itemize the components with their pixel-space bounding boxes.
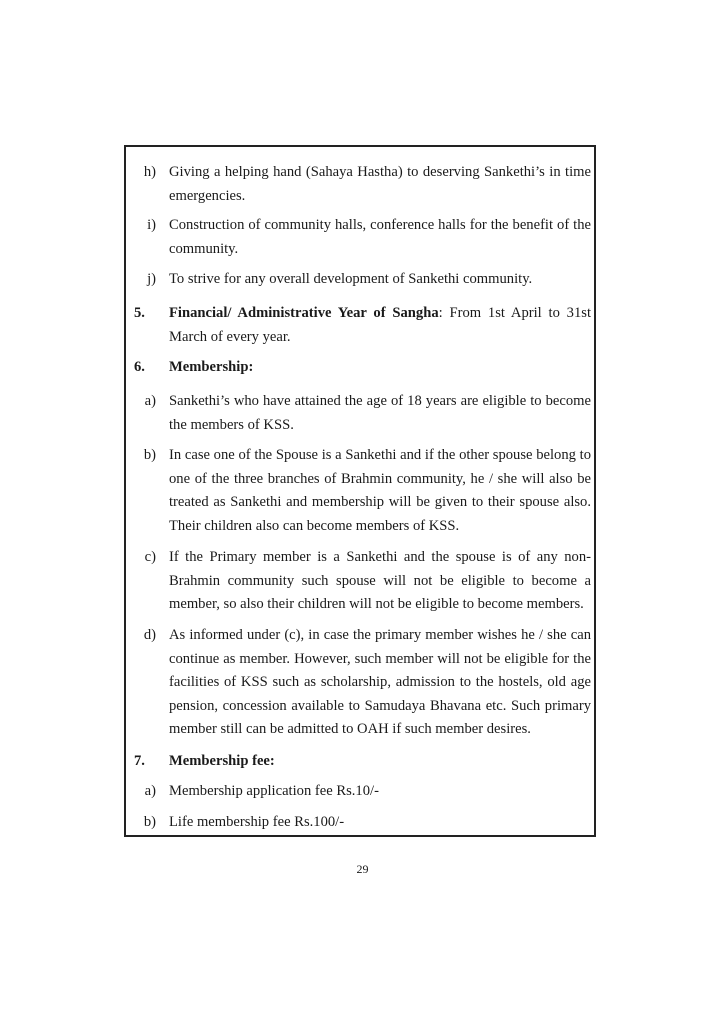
item-text: Membership application fee Rs.10/- xyxy=(169,783,379,799)
item-text: In case one of the Spouse is a Sankethi and if the other spouse belong to one of the three branches of Brahmin community, he / she will also be treated as Sankethi and membership will be given to their spouse also. Their children also can become members of KSS. xyxy=(169,447,591,534)
item-marker: b) xyxy=(143,814,156,830)
item-marker: c) xyxy=(144,549,156,565)
item-text: Construction of community halls, conference halls for the benefit of the community. xyxy=(169,217,591,257)
item-marker: b) xyxy=(143,447,156,463)
item-marker: d) xyxy=(143,627,156,643)
item-marker: j) xyxy=(147,271,156,287)
item-text: Giving a helping hand (Sahaya Hastha) to deserving Sankethi’s in time emergencies. xyxy=(169,164,591,204)
item-marker: a) xyxy=(144,393,156,409)
section-text: : From 1st April to 31st March of every year. xyxy=(169,305,591,345)
item-marker: i) xyxy=(147,217,156,233)
section-heading: Financial/ Administrative Year of Sangha xyxy=(169,305,439,321)
item-marker: a) xyxy=(144,783,156,799)
item-text: If the Primary member is a Sankethi and the spouse is of any non-Brahmin community such spouse will not be eligible to become a member, so also their children will not be eligible to become members. xyxy=(169,549,591,612)
section-body xyxy=(169,302,591,349)
section-heading: Membership: xyxy=(169,359,254,375)
section-number: 5. xyxy=(134,305,145,321)
section-number: 6. xyxy=(134,359,145,375)
content-frame xyxy=(124,145,596,837)
section-number: 7. xyxy=(134,753,145,769)
item-text: Life membership fee Rs.100/- xyxy=(169,814,345,830)
item-marker: h) xyxy=(143,164,156,180)
section-heading: Membership fee: xyxy=(169,753,275,769)
page-number: 29 xyxy=(356,862,369,876)
item-text: To strive for any overall development of Sankethi community. xyxy=(169,271,533,287)
item-text: As informed under (c), in case the primary member wishes he / she can continue as member. However, such member will not be eligible for the facilities of KSS such as scholarship, admission to the hostels, old age pension, concession available to Samudaya Bhavana etc. Such primary member still can be admitted to OAH if such member desires. xyxy=(169,627,591,737)
item-text: Sankethi’s who have attained the age of 18 years are eligible to become the members of KSS. xyxy=(169,393,591,433)
